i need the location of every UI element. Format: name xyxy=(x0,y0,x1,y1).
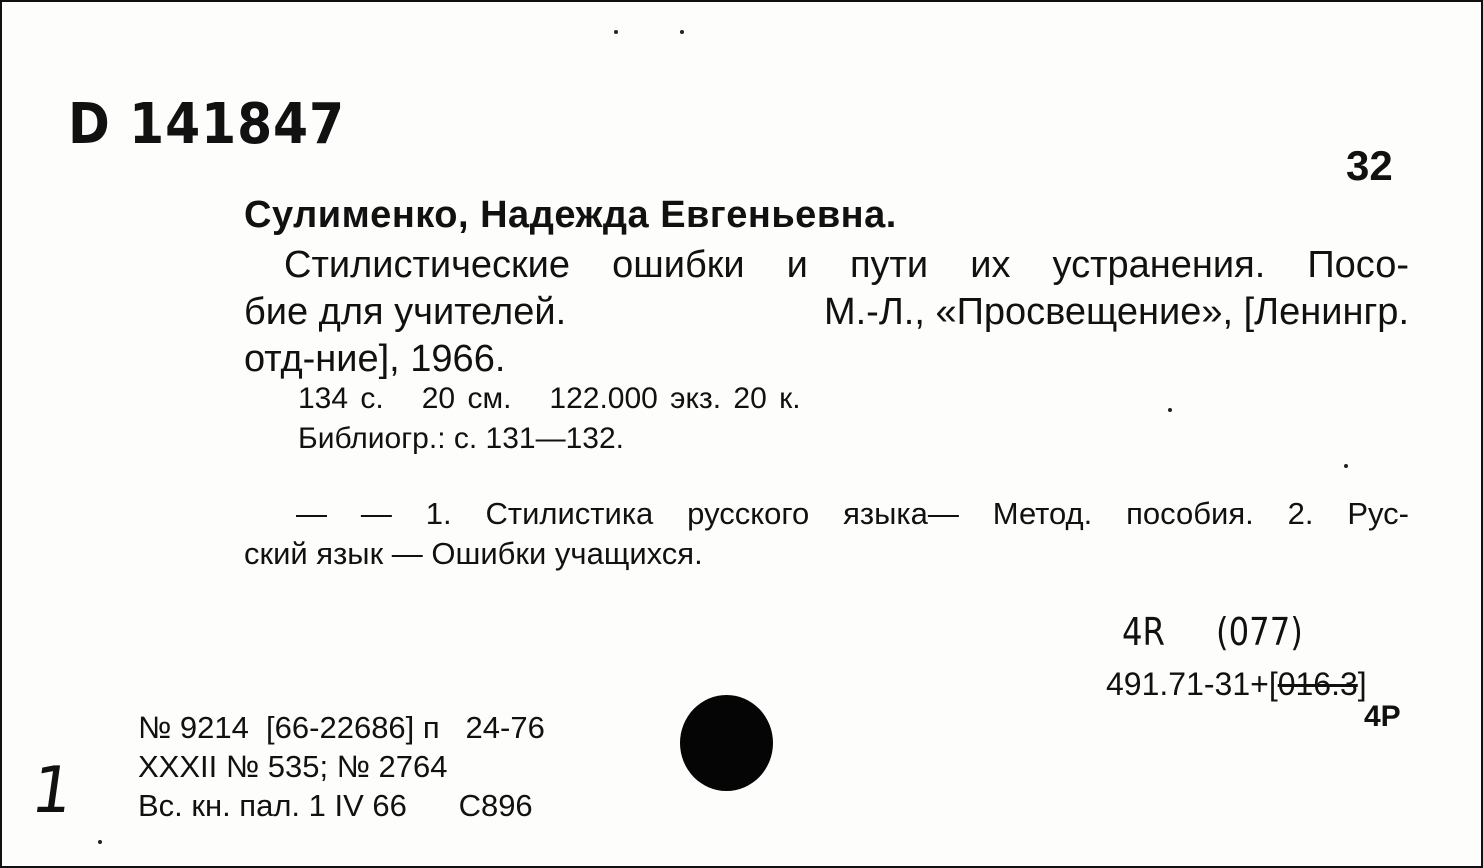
book-size: 20 см. xyxy=(421,382,512,415)
card-number: 32 xyxy=(1346,142,1393,189)
struck-class-code: 016.3 xyxy=(1277,666,1358,702)
ink-speck xyxy=(1344,464,1348,468)
collation xyxy=(298,382,801,416)
handwritten-mark: 1 xyxy=(26,754,78,828)
title-line-2: бие для учителей. М.-Л., «Просвещение», [Ленингр. xyxy=(244,289,1409,336)
ink-speck xyxy=(614,30,618,34)
title-statement xyxy=(244,242,1409,383)
title-line-1: Стилистические ошибки и пути их устранения. Посо- xyxy=(284,244,1409,286)
shelf-mark: 4P xyxy=(1364,700,1401,733)
page-count: 134 с. xyxy=(298,382,384,415)
inventory-number: D 141847 xyxy=(68,92,346,157)
ink-speck xyxy=(98,840,102,844)
punch-hole xyxy=(680,695,773,791)
bibliography-note: Библиогр.: с. 131—132. xyxy=(298,422,624,455)
subject-line-2: ский язык — Ошибки учащихся. xyxy=(244,536,703,571)
ink-speck xyxy=(1168,408,1172,412)
handwritten-index xyxy=(1122,610,1303,654)
imprint: М.-Л., «Просвещение», [Ленингр. xyxy=(823,291,1409,333)
publisher-line-3: Вс. кн. пал. 1 IV 66 С896 xyxy=(138,788,533,823)
publisher-info xyxy=(138,708,545,825)
ink-speck xyxy=(680,30,684,34)
print-run-price: 122.000 экз. 20 к. xyxy=(549,382,801,415)
title-line-3: отд-ние], 1966. xyxy=(244,338,506,380)
classification-number: 491.71-31+[016.3] xyxy=(1106,666,1367,702)
author-heading: Сулименко, Надежда Евгеньевна. xyxy=(244,194,897,236)
handwritten-index-left: 4R xyxy=(1122,610,1166,654)
handwritten-index-right: (077) xyxy=(1216,610,1303,654)
publisher-line-1: № 9214 [66-22686] п 24-76 xyxy=(138,710,545,745)
subject-headings xyxy=(244,494,1409,574)
subject-line-1: — — 1. Стилистика русского языка— Метод. пособия. 2. Рус- xyxy=(296,496,1409,531)
publisher-line-2: XXXII № 535; № 2764 xyxy=(138,749,448,784)
